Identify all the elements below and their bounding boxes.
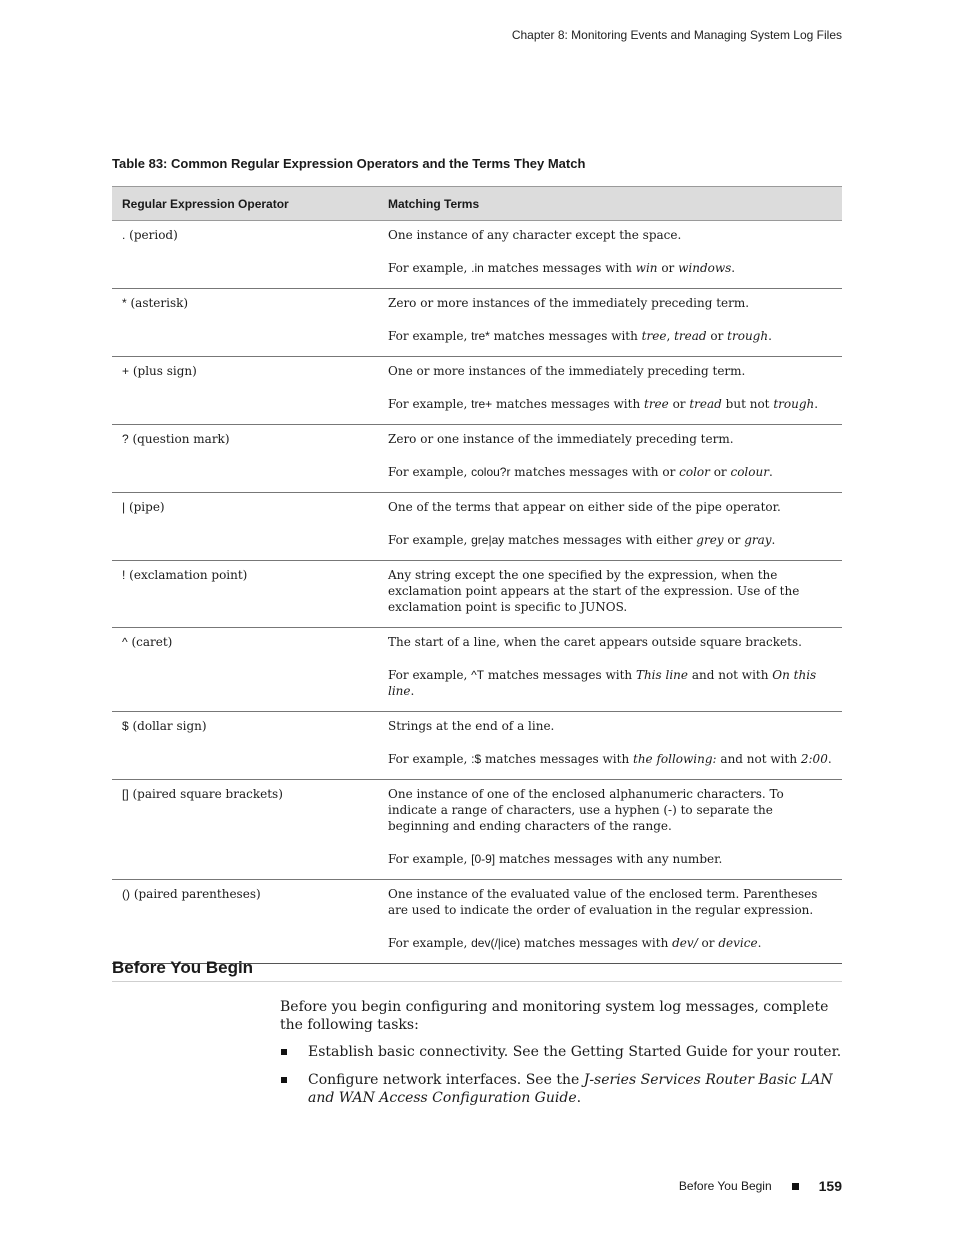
- emphasis-text: device: [718, 936, 758, 950]
- emphasis-text: 2:00: [800, 752, 828, 766]
- table-row: [112, 780, 842, 880]
- text-run: matches messages with: [484, 668, 636, 682]
- operator-name: (exclamation point): [125, 568, 248, 582]
- matching-terms-cell: [378, 567, 842, 615]
- emphasis-text: This line: [635, 668, 689, 682]
- emphasis-text: win: [635, 261, 658, 275]
- operator-symbol: []: [122, 787, 129, 801]
- section-title: Before You Begin: [112, 958, 842, 982]
- text-run: For example,: [388, 397, 472, 411]
- text-run: For example,: [388, 852, 472, 866]
- square-bullet-icon: [281, 1077, 287, 1083]
- emphasis-text: tree: [644, 397, 669, 411]
- operator-cell: [112, 886, 378, 951]
- operator-name: (plus sign): [129, 364, 197, 378]
- table-row: [112, 221, 842, 289]
- table-caption: Table 83: Common Regular Expression Operators and the Terms They Match: [112, 156, 586, 171]
- code-text: dev(/|ice): [471, 936, 521, 950]
- code-text: tre+: [471, 397, 493, 411]
- table-row: [112, 425, 842, 493]
- page-number: 159: [818, 1178, 842, 1194]
- regex-operators-table: [112, 186, 842, 964]
- section-intro: Before you begin configuring and monitoring system log messages, complete the following tasks:: [280, 999, 829, 1033]
- footer-square-icon: [792, 1183, 799, 1190]
- operator-cell: [112, 499, 378, 548]
- emphasis-text: gray: [744, 533, 772, 547]
- table-row: [112, 289, 842, 357]
- matching-terms-cell: [378, 363, 842, 412]
- operator-description: One instance of one of the enclosed alphanumeric characters. To indicate a range of characters, use a hyphen (-) to separate the beginning and ending characters of the range.: [388, 787, 784, 833]
- matching-terms-cell: [378, 499, 842, 548]
- emphasis-text: grey: [696, 533, 724, 547]
- text-run: ,: [666, 329, 675, 343]
- text-run: or: [723, 533, 745, 547]
- operator-example: [388, 464, 836, 480]
- emphasis-text: dev/: [672, 936, 698, 950]
- table-row: [112, 357, 842, 425]
- operator-symbol: ?: [122, 432, 129, 446]
- operator-symbol: $: [122, 719, 129, 733]
- emphasis-text: trough: [773, 397, 815, 411]
- operator-symbol: !: [122, 568, 126, 582]
- operator-description: One or more instances of the immediately preceding term.: [388, 364, 746, 378]
- operator-example: [388, 396, 836, 412]
- emphasis-text: color: [679, 465, 710, 479]
- text-run: matches messages with: [492, 397, 644, 411]
- column-header-operator: Regular Expression Operator: [122, 196, 289, 211]
- emphasis-text: trough: [727, 329, 769, 343]
- text-run: and not with: [716, 752, 801, 766]
- emphasis-text: colour: [730, 465, 769, 479]
- text-run: For example,: [388, 668, 472, 682]
- matching-terms-cell: [378, 295, 842, 344]
- operator-example: [388, 751, 836, 767]
- code-text: ^T: [471, 668, 485, 682]
- emphasis-text: J-series Services Router Basic LAN and WAN Access Configuration Guide: [308, 1072, 833, 1106]
- emphasis-text: tree: [641, 329, 667, 343]
- task-list: [280, 1043, 842, 1117]
- text-run: .: [768, 465, 773, 479]
- operator-description: One instance of any character except the space.: [388, 228, 682, 242]
- operator-example: [388, 532, 836, 548]
- code-text: tre*: [471, 329, 490, 343]
- table-row: [112, 712, 842, 780]
- text-run: or: [657, 261, 679, 275]
- operator-cell: [112, 431, 378, 480]
- text-run: matches messages with: [481, 752, 633, 766]
- running-header: Chapter 8: Monitoring Events and Managing System Log Files: [511, 28, 842, 42]
- operator-name: (caret): [127, 635, 173, 649]
- text-run: .: [768, 329, 772, 343]
- text-run: For example,: [388, 752, 472, 766]
- operator-cell: [112, 567, 378, 615]
- text-run: or: [706, 329, 728, 343]
- operator-description: Zero or one instance of the immediately preceding term.: [388, 432, 734, 446]
- code-text: colou?r: [471, 465, 511, 479]
- operator-symbol: (): [122, 887, 130, 901]
- operator-cell: [112, 363, 378, 412]
- table-row: [112, 880, 842, 963]
- text-run: or: [709, 465, 731, 479]
- operator-description: Any string except the one specified by the expression, when the exclamation point appears at the start of the expression. Use of the exclamation point is specific to JUNOS.: [388, 568, 800, 614]
- text-run: .: [410, 684, 415, 698]
- emphasis-text: On this line: [388, 668, 817, 698]
- code-text: .in: [471, 261, 484, 275]
- matching-terms-cell: [378, 786, 842, 867]
- operator-cell: [112, 295, 378, 344]
- text-run: matches messages with any number.: [495, 852, 723, 866]
- footer-section: Before You Begin: [678, 1179, 772, 1193]
- operator-name: (asterisk): [126, 296, 189, 310]
- operator-cell: [112, 786, 378, 867]
- operator-example: [388, 851, 836, 867]
- matching-terms-cell: [378, 886, 842, 951]
- operator-symbol: .: [122, 228, 126, 242]
- table-row: [112, 561, 842, 628]
- matching-terms-cell: [378, 431, 842, 480]
- operator-symbol: ^: [122, 635, 128, 649]
- operator-symbol: |: [122, 500, 126, 514]
- operator-example: [388, 328, 836, 344]
- text-run: For example,: [388, 936, 472, 950]
- text-run: Establish basic connectivity. See the Getting Started Guide for your router.: [308, 1044, 842, 1060]
- code-text: gre|ay: [471, 533, 505, 547]
- operator-cell: [112, 634, 378, 699]
- text-run: or: [697, 936, 719, 950]
- text-run: matches messages with: [489, 329, 642, 343]
- text-run: matches messages with: [520, 936, 673, 950]
- text-run: .: [576, 1090, 582, 1106]
- text-run: For example,: [388, 465, 472, 479]
- text-run: matches messages with either: [504, 533, 697, 547]
- task-list-item: [280, 1071, 842, 1107]
- task-list-item: [280, 1043, 842, 1061]
- table-body: [112, 221, 842, 963]
- emphasis-text: the following:: [633, 752, 717, 766]
- emphasis-text: windows: [678, 261, 732, 275]
- table-row: [112, 493, 842, 561]
- operator-description: Zero or more instances of the immediately preceding term.: [388, 296, 750, 310]
- text-run: but not: [721, 397, 774, 411]
- code-text: [0-9]: [471, 852, 496, 866]
- text-run: .: [757, 936, 762, 950]
- operator-cell: [112, 227, 378, 276]
- emphasis-text: tread: [689, 397, 722, 411]
- column-header-matching-terms: Matching Terms: [388, 196, 480, 211]
- table-header-row: [112, 187, 842, 221]
- text-run: matches messages with or: [510, 465, 680, 479]
- text-run: .: [771, 533, 776, 547]
- operator-name: (dollar sign): [128, 719, 207, 733]
- operator-description: One of the terms that appear on either side of the pipe operator.: [388, 500, 781, 514]
- page-footer: [679, 1178, 842, 1194]
- text-run: matches messages with: [483, 261, 636, 275]
- operator-name: (paired square brackets): [128, 787, 283, 801]
- operator-symbol: +: [122, 364, 130, 378]
- text-run: .: [814, 397, 819, 411]
- operator-description: The start of a line, when the caret appears outside square brackets.: [388, 635, 802, 649]
- matching-terms-cell: [378, 634, 842, 699]
- code-text: :$: [471, 752, 482, 766]
- operator-name: (pipe): [125, 500, 165, 514]
- text-run: Configure network interfaces. See the: [308, 1072, 584, 1088]
- text-run: For example,: [388, 533, 472, 547]
- operator-description: One instance of the evaluated value of the enclosed term. Parentheses are used to indicate the order of evaluation in the regular expression.: [388, 887, 818, 917]
- text-run: For example,: [388, 261, 472, 275]
- operator-symbol: *: [122, 296, 127, 310]
- table-row: [112, 628, 842, 712]
- square-bullet-icon: [281, 1049, 287, 1055]
- operator-example: [388, 667, 836, 699]
- operator-example: [388, 935, 836, 951]
- text-run: and not with: [688, 668, 773, 682]
- operator-name: (paired parentheses): [130, 887, 261, 901]
- operator-example: [388, 260, 836, 276]
- operator-name: (question mark): [128, 432, 230, 446]
- text-run: .: [731, 261, 736, 275]
- matching-terms-cell: [378, 227, 842, 276]
- text-run: For example,: [388, 329, 472, 343]
- operator-description: Strings at the end of a line.: [388, 719, 555, 733]
- matching-terms-cell: [378, 718, 842, 767]
- text-run: .: [827, 752, 832, 766]
- text-run: or: [668, 397, 690, 411]
- emphasis-text: tread: [674, 329, 707, 343]
- operator-name: (period): [125, 228, 178, 242]
- operator-cell: [112, 718, 378, 767]
